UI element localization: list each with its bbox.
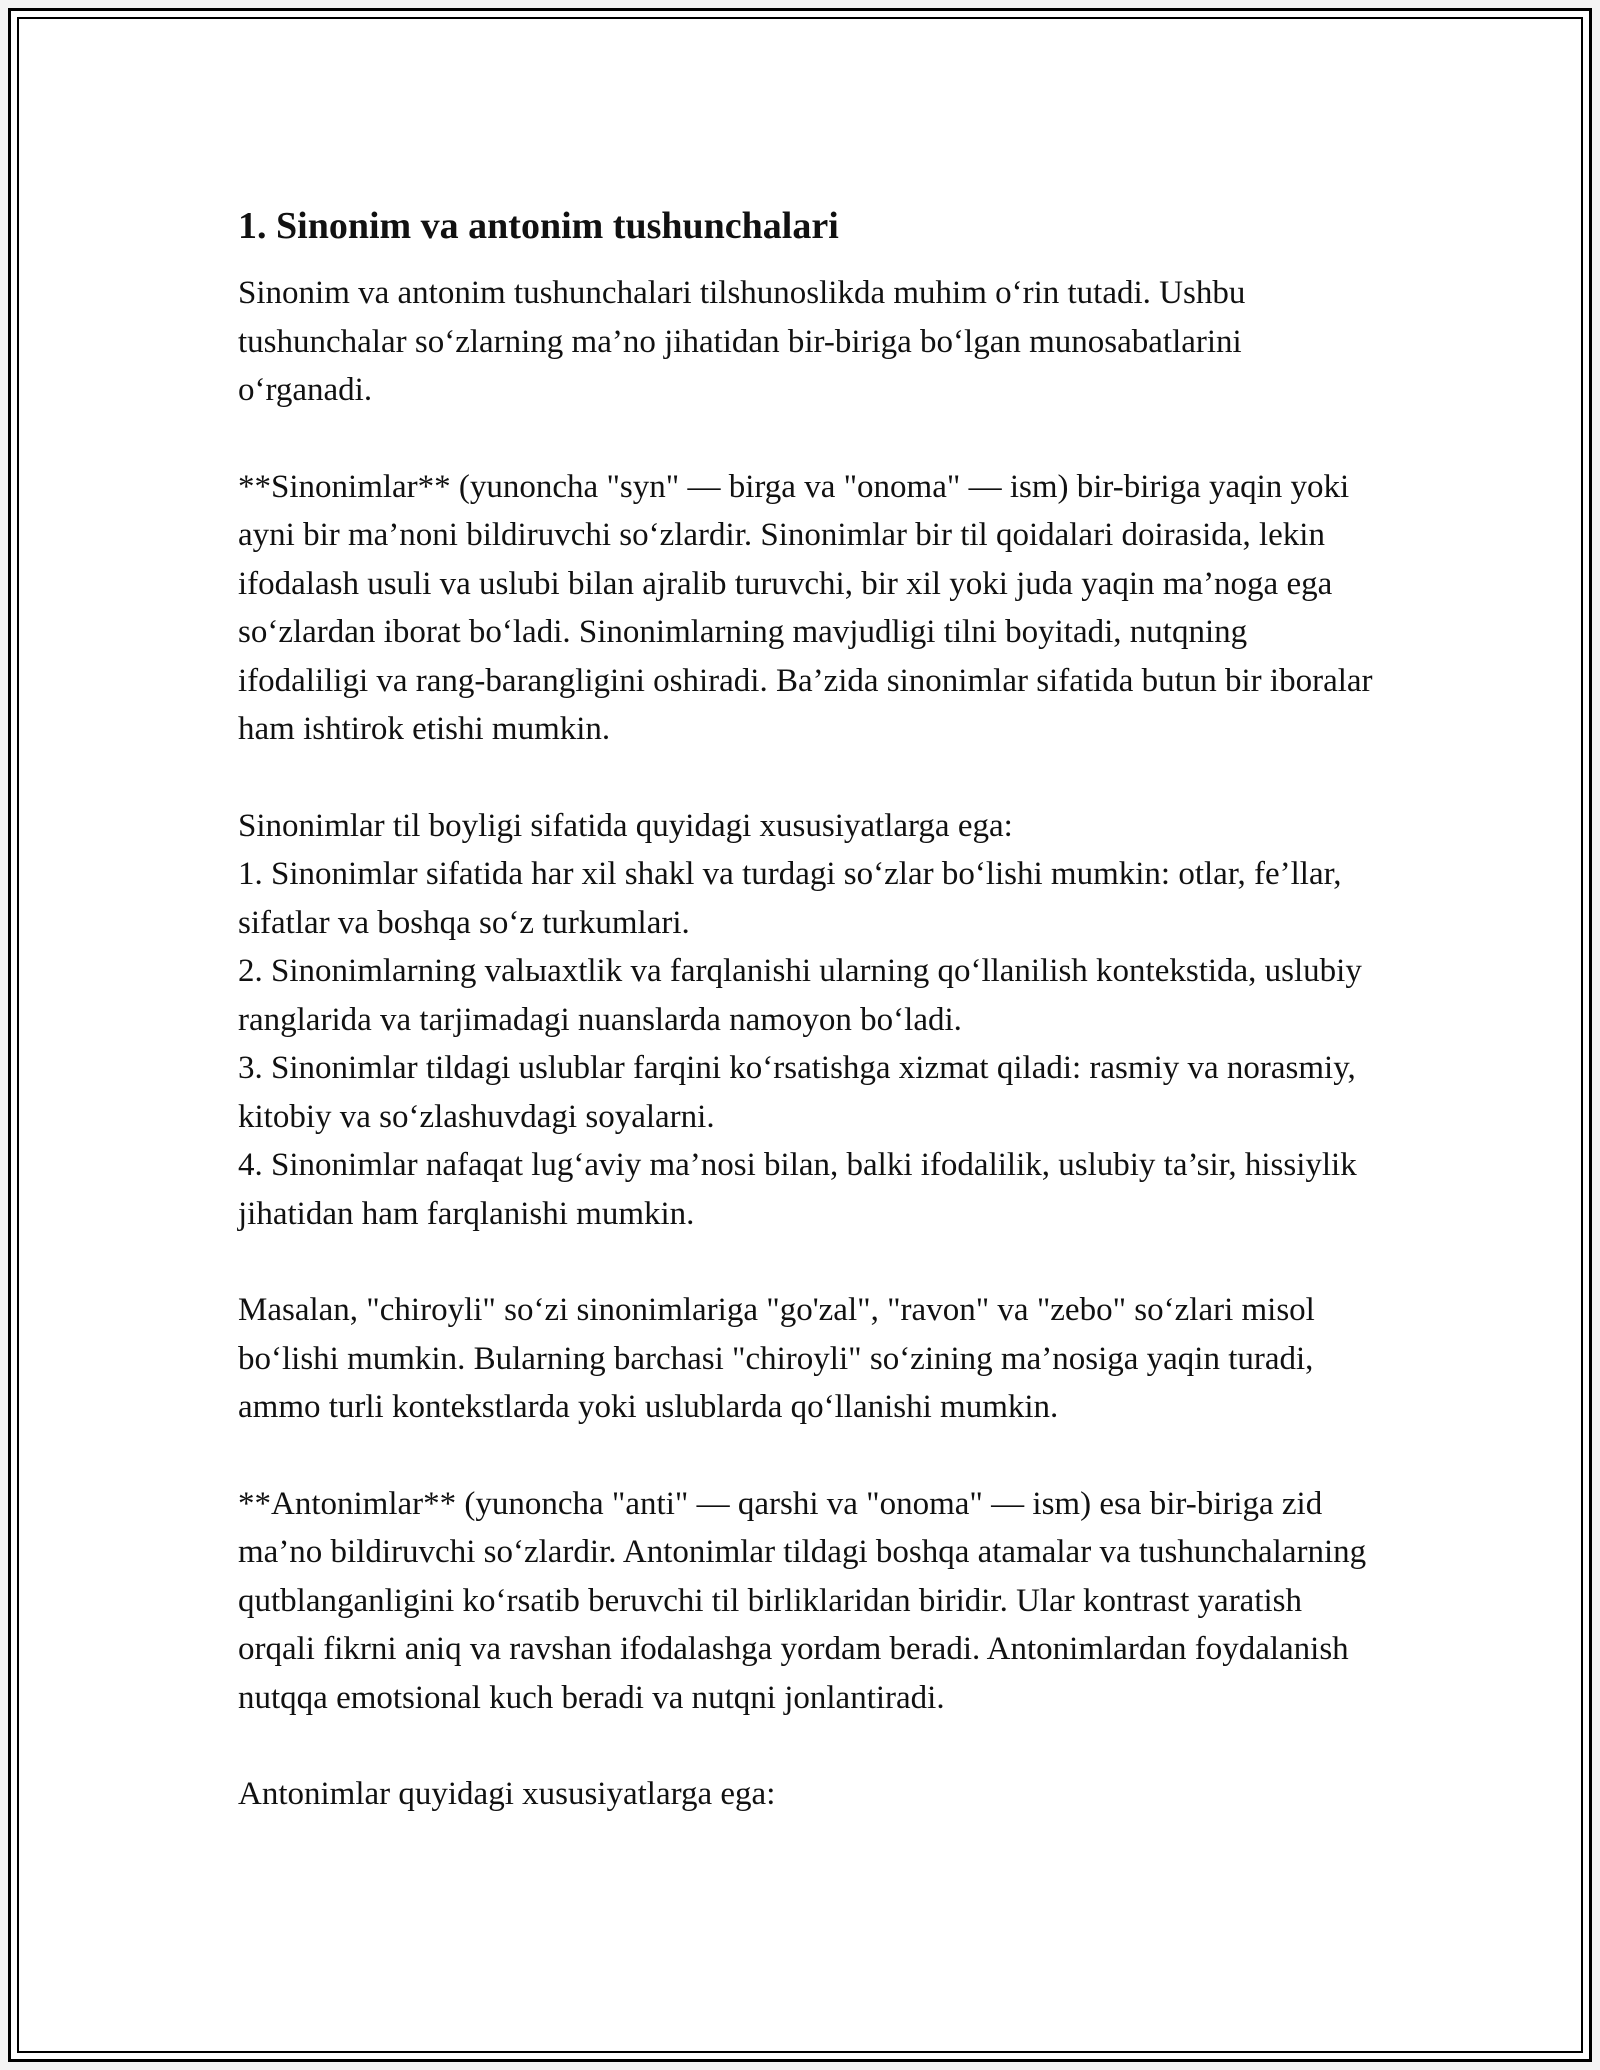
- antonyms-properties-intro: Antonimlar quyidagi xususiyatlarga ega:: [238, 1776, 776, 1812]
- synonyms-example-paragraph: Masalan, "chiroyli" so‘zi sinonimlariga "go'zal", "ravon" va "zebo" so‘zlari misol bo‘lishi mumkin. Bularning barchasi "chiroyli" so‘zining ma’nosiga yaqin turadi, ammo turli kontekstlarda yoki uslublarda qo‘llanishi mumkin.: [238, 1292, 1315, 1425]
- synonyms-properties-list: Sinonimlar til boyligi sifatida quyidagi xususiyatlarga ega: 1. Sinonimlar sifatida har xil shakl va turdagi so‘zlar bo‘lishi mumkin: otlar, fe’llar, sifatlar va boshqa so‘z turkumlari. 2. Sinonimlarning valыaxtlik va farqlanishi ularning qo‘llanilish kontekstida, uslubiy ranglarida va tarjimadagi nuanslarda namoyon bo‘ladi. 3. Sinonimlar tildagi uslublar farqini ko‘rsatishga xizmat qiladi: rasmiy va norasmiy, kitobiy va so‘zlashuvdagi soyalarni. 4. Sinonimlar nafaqat lug‘aviy ma’nosi bilan, balki ifodalilik, uslubiy ta’sir, hissiylik jihatidan ham farqlanishi mumkin.: [238, 807, 1362, 1232]
- document-content: [238, 201, 1378, 1867]
- intro-paragraph: Sinonim va antonim tushunchalari tilshunoslikda muhim o‘rin tutadi. Ushbu tushunchalar so‘zlarning ma’no jihatidan bir-biriga bo‘lgan munosabatlarini o‘rganadi.: [238, 275, 1246, 408]
- antonyms-definition-paragraph: **Antonimlar** (yunoncha "anti" — qarshi va "onoma" — ism) esa bir-biriga zid ma’no bildiruvchi so‘zlardir. Antonimlar tildagi boshqa atamalar va tushunchalarning qutblanganligini ko‘rsatib beruvchi til birliklaridan biridir. Ular kontrast yaratish orqali fikrni aniq va ravshan ifodalashga yordam beradi. Antonimlardan foydalanish nutqqa emotsional kuch beradi va nutqni jonlantiradi.: [238, 1485, 1367, 1716]
- document-page: [8, 8, 1592, 2062]
- section-heading: 1. Sinonim va antonim tushunchalari: [238, 205, 839, 247]
- synonyms-definition-paragraph: **Sinonimlar** (yunoncha "syn" — birga va "onoma" — ism) bir-biriga yaqin yoki ayni bir ma’noni bildiruvchi so‘zlardir. Sinonimlar bir til qoidalari doirasida, lekin ifodalash usuli va uslubi bilan ajralib turuvchi, bir xil yoki juda yaqin ma’noga ega so‘zlardan iborat bo‘ladi. Sinonimlarning mavjudligi tilni boyitadi, nutqning ifodaliligi va rang-barangligini oshiradi. Ba’zida sinonimlar sifatida butun bir iboralar ham ishtirok etishi mumkin.: [238, 468, 1373, 747]
